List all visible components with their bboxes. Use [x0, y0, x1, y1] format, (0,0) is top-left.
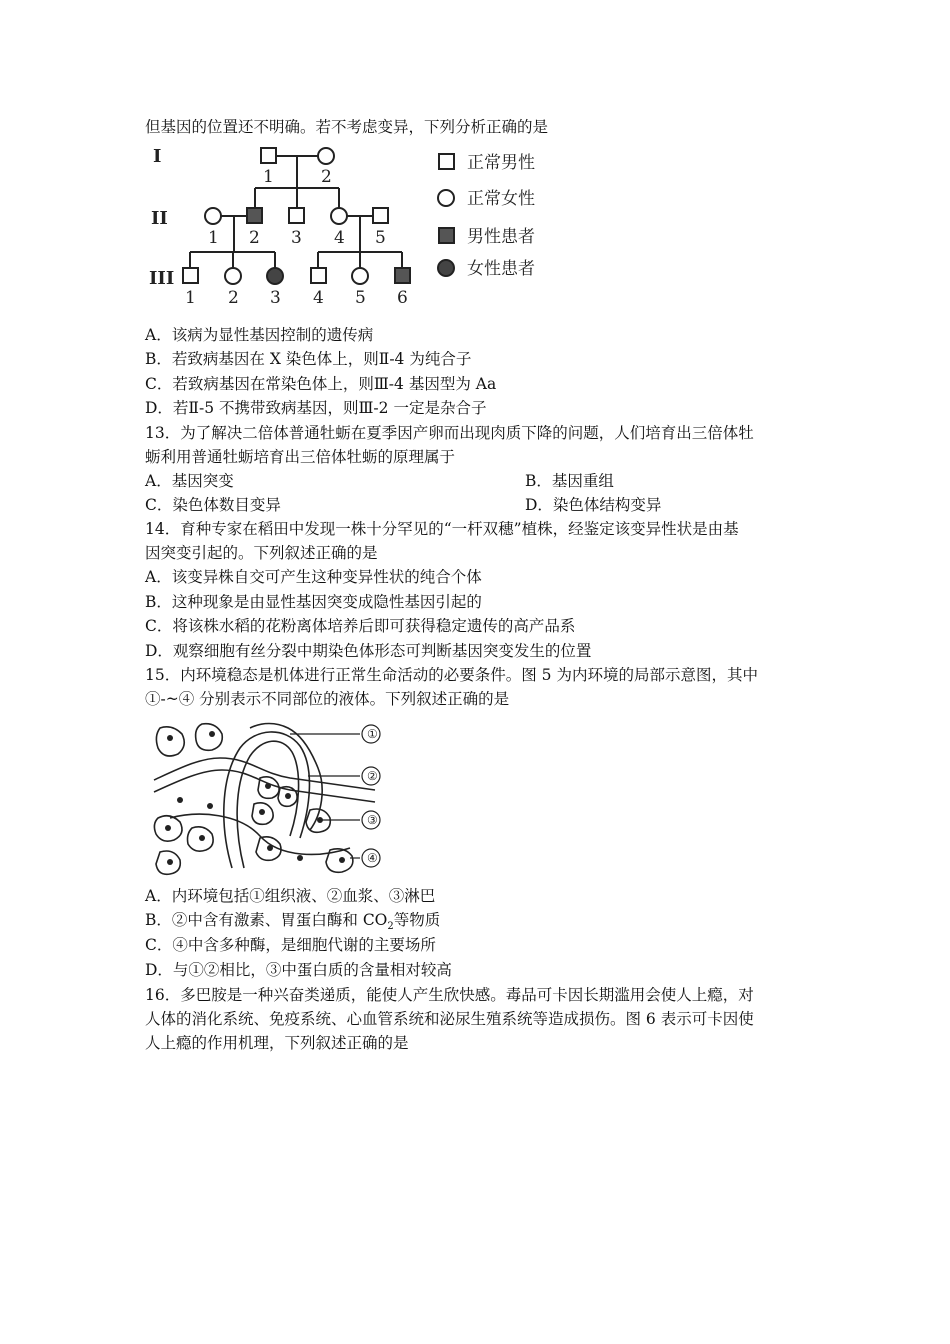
pedigree-figure [145, 140, 575, 315]
q15-option-b-subscript: 2 [387, 921, 394, 933]
pedigree-label: 1 [185, 288, 196, 308]
q16-stem-line1: 16．多巴胺是一种兴奋类递质，能使人产生欣快感。毒品可卡因长期滥用会使人上瘾，对 [145, 986, 754, 1004]
internal-environment-diagram [150, 718, 390, 878]
q13-stem-line2: 蛎利用普通牡蛎培育出三倍体牡蛎的原理属于 [145, 448, 456, 466]
legend-normal-male: 正常男性 [467, 153, 535, 173]
q12-option-a: A．该病为显性基因控制的遗传病 [145, 326, 374, 344]
pedigree-label: 1 [263, 167, 274, 187]
pedigree-label: 4 [334, 228, 345, 248]
pedigree-label: 6 [397, 288, 408, 308]
pedigree-label: 2 [249, 228, 260, 248]
q14-option-b: B．这种现象是由显性基因突变成隐性基因引起的 [145, 593, 482, 611]
q12-stem-end: 但基因的位置还不明确。若不考虑变异，下列分析正确的是 [145, 118, 549, 136]
q15-option-d: D．与①②相比，③中蛋白质的含量相对较高 [145, 961, 452, 979]
q16-stem-line3: 人上瘾的作用机理，下列叙述正确的是 [145, 1034, 409, 1052]
q14-stem-line2: 因突变引起的。下列叙述正确的是 [145, 544, 378, 562]
q15-option-b-text: B．②中含有激素、胃蛋白酶和 CO [145, 911, 388, 929]
q12-option-c: C．若致病基因在常染色体上，则Ⅲ-4 基因型为 Aa [145, 375, 497, 393]
q14-option-c: C．将该株水稻的花粉离体培养后即可获得稳定遗传的高产品系 [145, 617, 576, 635]
generation-2-label: II [151, 208, 168, 229]
q13-option-b: B．基因重组 [525, 472, 614, 490]
diagram-label-1: ① [367, 727, 378, 741]
q12-option-d: D．若Ⅱ-5 不携带致病基因，则Ⅲ-2 一定是杂合子 [145, 399, 487, 417]
q13-option-d: D．染色体结构变异 [525, 496, 662, 514]
pedigree-label: 5 [355, 288, 366, 308]
q14-stem-line1: 14．育种专家在稻田中发现一株十分罕见的“一杆双穗”植株，经鉴定该变异性状是由基 [145, 520, 739, 538]
pedigree-label: 1 [208, 228, 219, 248]
q13-option-row1 [145, 471, 614, 491]
q15-stem-line1: 15．内环境稳态是机体进行正常生命活动的必要条件。图 5 为内环境的局部示意图，其中 [145, 666, 758, 684]
pedigree-label: 3 [270, 288, 281, 308]
diagram-label-2: ② [367, 769, 378, 783]
pedigree-label: 3 [291, 228, 302, 248]
q15-stem-line2: ①-~④ 分别表示不同部位的液体。下列叙述正确的是 [145, 690, 510, 708]
pedigree-label: 5 [375, 228, 386, 248]
q15-option-c: C．④中含多种酶，是细胞代谢的主要场所 [145, 936, 436, 954]
legend-affected-male: 男性患者 [467, 227, 535, 247]
q13-stem-line1: 13．为了解决二倍体普通牡蛎在夏季因产卵而出现肉质下降的问题，人们培育出三倍体牡 [145, 424, 754, 442]
diagram-label-3: ③ [367, 813, 378, 827]
pedigree-label: 4 [313, 288, 324, 308]
q14-option-d: D．观察细胞有丝分裂中期染色体形态可判断基因突变发生的位置 [145, 642, 592, 660]
q12-option-b: B．若致病基因在 X 染色体上，则Ⅱ-4 为纯合子 [145, 350, 472, 368]
q15-option-b [145, 910, 440, 937]
q13-option-row2 [145, 495, 662, 515]
pedigree-label: 2 [321, 167, 332, 187]
q15-option-b-tail: 等物质 [393, 911, 441, 929]
generation-1-label: I [153, 146, 162, 167]
q13-option-a: A．基因突变 [145, 472, 234, 490]
legend-affected-female: 女性患者 [467, 259, 535, 279]
generation-3-label: III [149, 268, 175, 289]
diagram-label-4: ④ [367, 851, 378, 865]
legend-normal-female: 正常女性 [467, 189, 535, 209]
q14-option-a: A．该变异株自交可产生这种变异性状的纯合个体 [145, 568, 482, 586]
pedigree-label: 2 [228, 288, 239, 308]
q16-stem-line2: 人体的消化系统、免疫系统、心血管系统和泌尿生殖系统等造成损伤。图 6 表示可卡因使 [145, 1010, 754, 1028]
q15-option-a: A．内环境包括①组织液、②血浆、③淋巴 [145, 887, 436, 905]
q13-option-c: C．染色体数目变异 [145, 496, 281, 514]
